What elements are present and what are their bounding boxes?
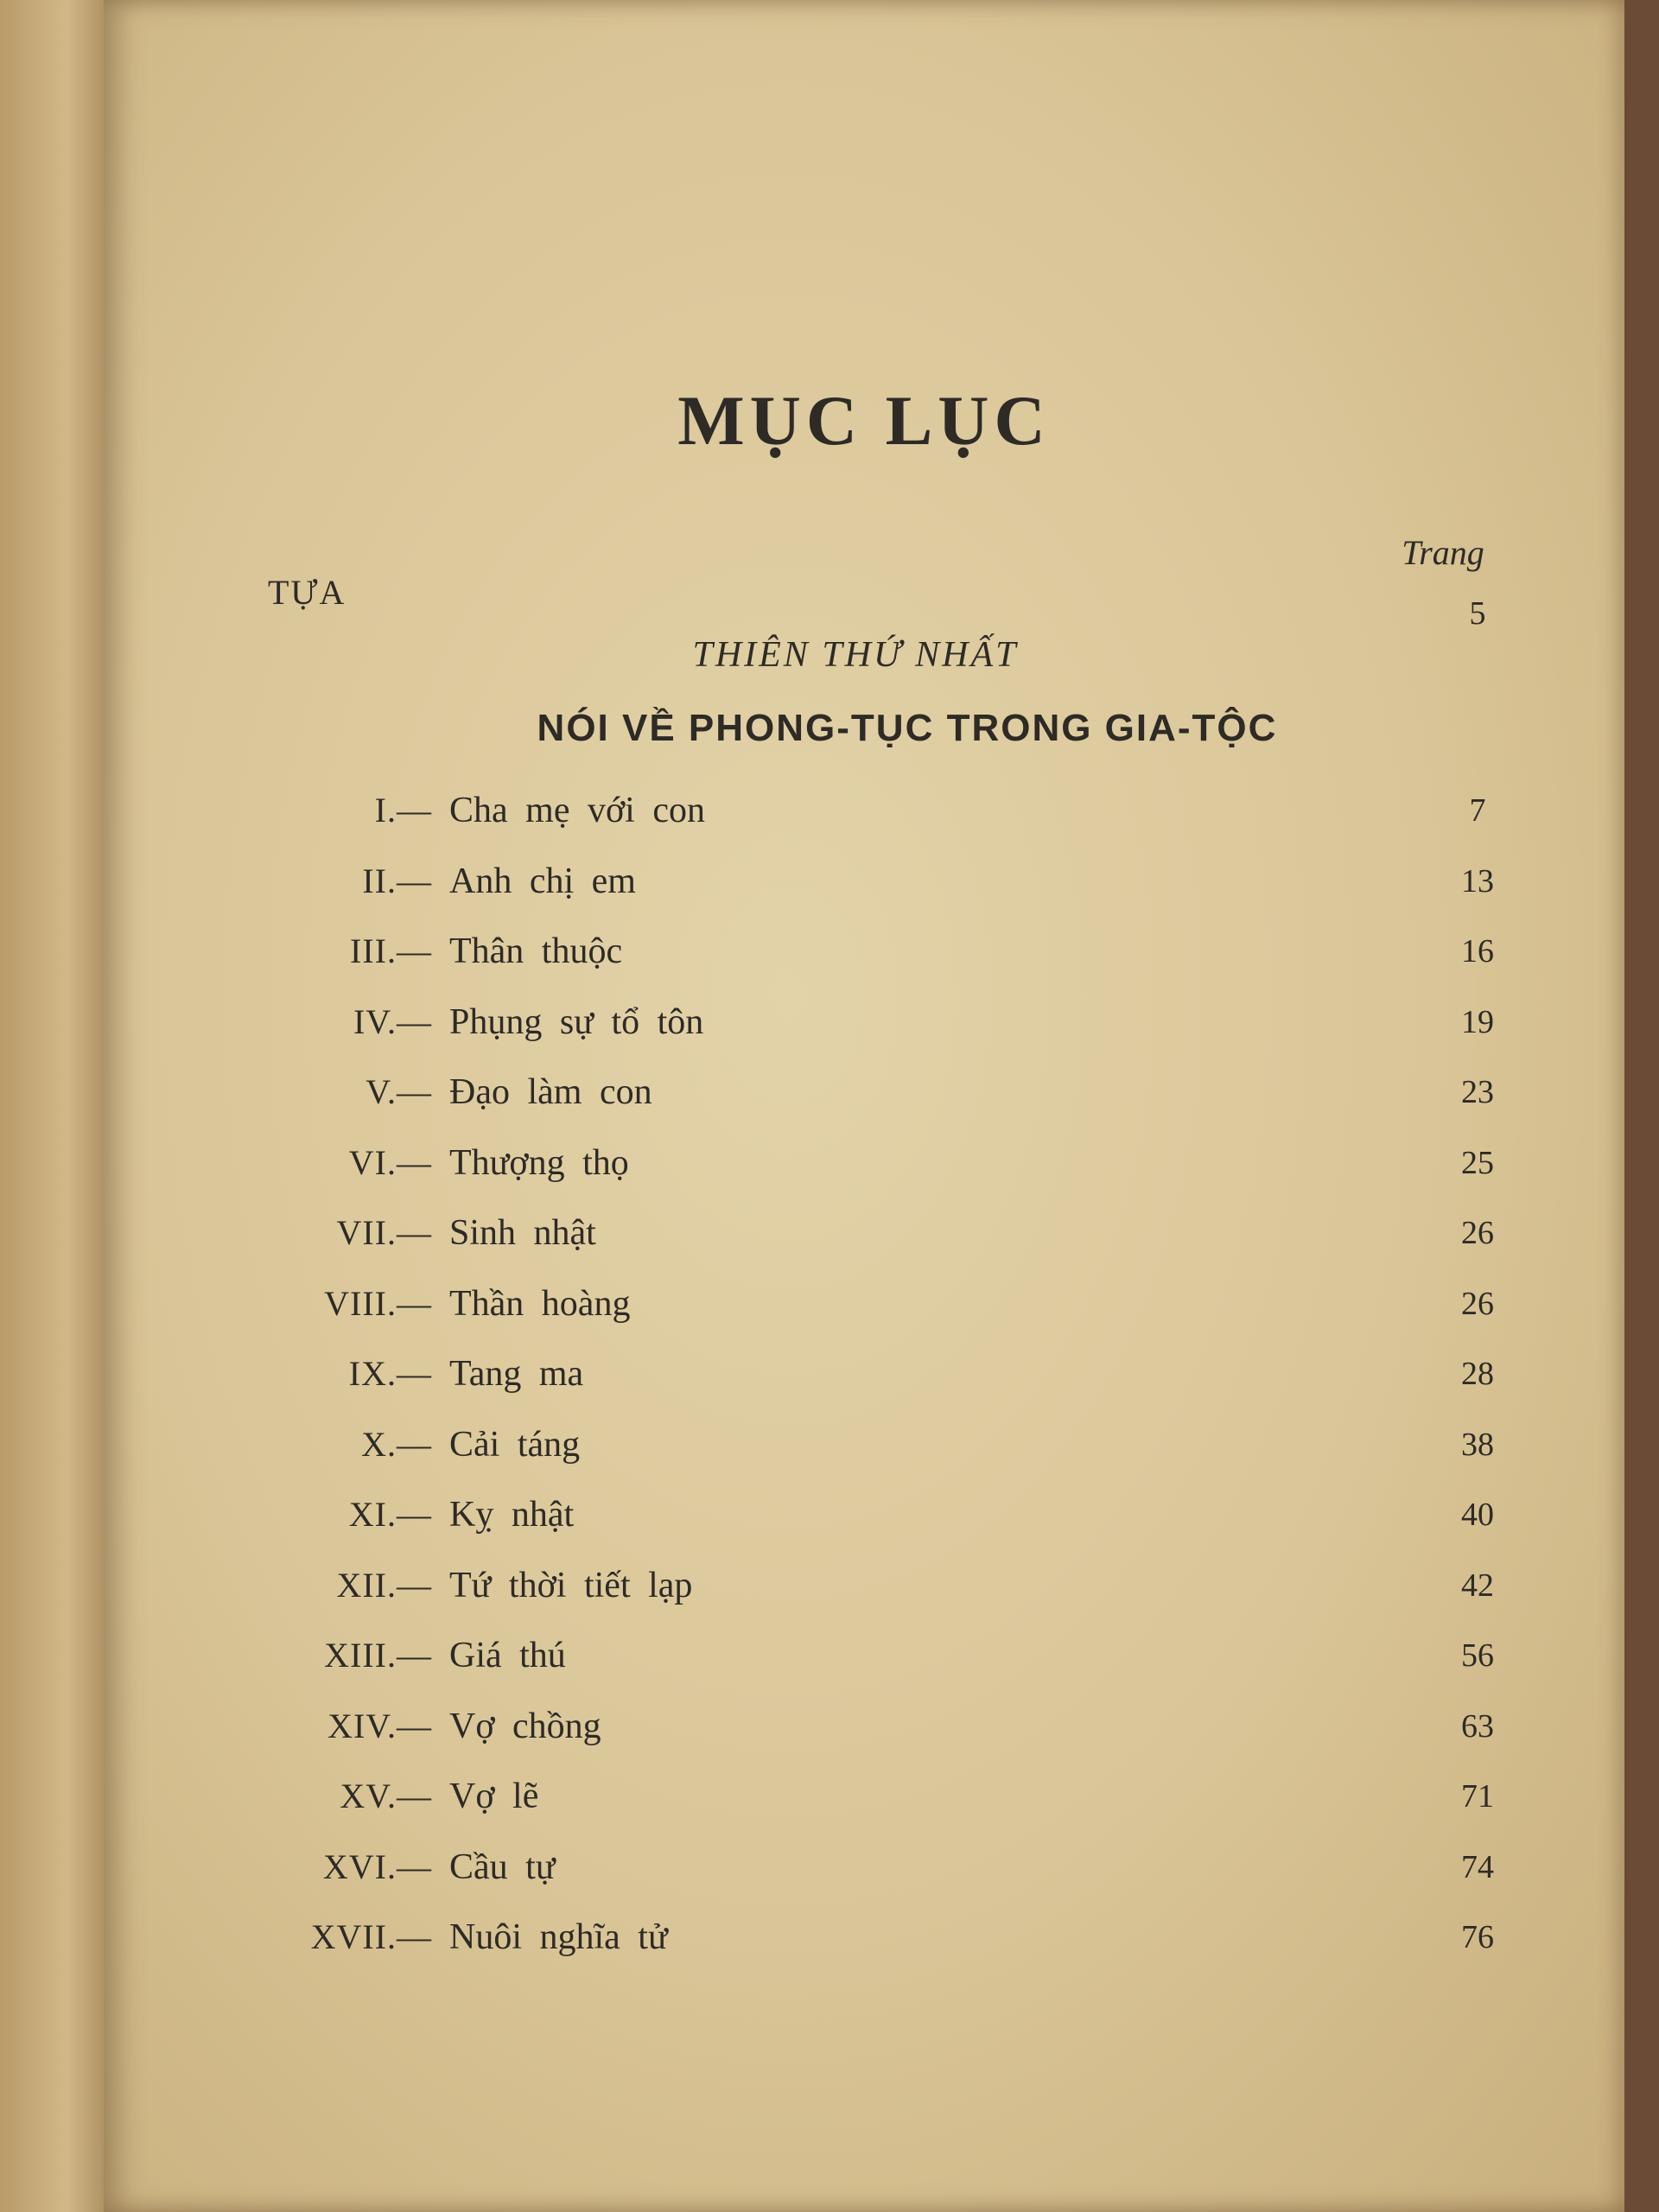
toc-entry-label: Kỵ nhật <box>449 1495 575 1535</box>
toc-entry-number: XII.— <box>336 1566 432 1605</box>
toc-entry-label: Anh chị em <box>449 861 636 901</box>
toc-entry-number: III.— <box>350 931 432 970</box>
toc-entry-number: XV.— <box>340 1777 432 1815</box>
toc-entry-page: 23 <box>1461 1074 1494 1110</box>
toc-entry-label: Cha mẹ với con <box>449 791 705 830</box>
toc-entry-page: 42 <box>1461 1567 1494 1604</box>
toc-entry-number: II.— <box>362 861 432 900</box>
toc-entry-page: 26 <box>1461 1215 1494 1251</box>
toc-entries <box>104 0 1624 2212</box>
toc-entry-number: XVI.— <box>322 1847 432 1886</box>
toc-entry-number: XIII.— <box>324 1636 432 1675</box>
toc-entry-page: 25 <box>1461 1145 1494 1181</box>
preface-label: TỰA <box>268 573 346 612</box>
toc-entry <box>104 1066 1624 1118</box>
toc-entry-page: 38 <box>1461 1427 1494 1463</box>
toc-entry <box>104 1348 1624 1400</box>
part-label: THIÊN THỨ NHẤT <box>692 635 1019 675</box>
toc-entry-label: Thần hoàng <box>449 1284 631 1324</box>
toc-entry-label: Vợ chồng <box>449 1707 601 1746</box>
toc-entry-label: Thượng thọ <box>449 1143 629 1183</box>
toc-entry-label: Vợ lẽ <box>449 1777 539 1816</box>
toc-entry <box>104 996 1624 1048</box>
toc-entry <box>104 1630 1624 1681</box>
toc-entry-label: Phụng sự tổ tôn <box>449 1002 704 1042</box>
toc-entry <box>104 1278 1624 1330</box>
page-column-header: Trang <box>1402 533 1484 572</box>
toc-entry-page: 16 <box>1461 933 1494 969</box>
toc-entry <box>104 855 1624 907</box>
toc-entry-number: VII.— <box>336 1213 432 1252</box>
toc-entry <box>104 1137 1624 1189</box>
toc-entry-page: 28 <box>1461 1356 1494 1392</box>
toc-entry-number: I.— <box>374 791 432 830</box>
toc-entry-page: 56 <box>1461 1637 1494 1674</box>
toc-entry-number: XVII.— <box>310 1917 432 1956</box>
toc-entry-page: 26 <box>1461 1286 1494 1322</box>
toc-entry-label: Tứ thời tiết lạp <box>449 1566 693 1605</box>
toc-entry-page: 7 <box>1469 792 1486 829</box>
toc-entry-number: IV.— <box>353 1002 432 1041</box>
toc-entry <box>104 1841 1624 1893</box>
toc-entry-label: Nuôi nghĩa tử <box>449 1917 668 1957</box>
toc-entry <box>104 785 1624 836</box>
toc-entry-page: 40 <box>1461 1497 1494 1533</box>
toc-entry-label: Thân thuộc <box>449 931 623 971</box>
toc-entry-page: 63 <box>1461 1708 1494 1745</box>
preface-page-number: 5 <box>1469 595 1486 632</box>
toc-entry-page: 76 <box>1461 1919 1494 1955</box>
toc-entry-number: IX.— <box>348 1354 432 1393</box>
toc-entry-label: Cải táng <box>449 1425 581 1465</box>
toc-entry-number: X.— <box>361 1425 432 1464</box>
toc-entry-number: XIV.— <box>327 1707 432 1745</box>
toc-entry-label: Giá thú <box>449 1636 566 1675</box>
toc-entry-label: Tang ma <box>449 1354 584 1394</box>
left-page-edge <box>0 0 121 2212</box>
toc-entry <box>104 1207 1624 1259</box>
toc-entry-page: 19 <box>1461 1004 1494 1040</box>
toc-entry <box>104 1560 1624 1611</box>
toc-entry <box>104 1911 1624 1963</box>
toc-entry <box>104 1770 1624 1822</box>
toc-entry-label: Cầu tự <box>449 1847 556 1887</box>
toc-entry-number: XI.— <box>348 1495 432 1534</box>
toc-entry-page: 13 <box>1461 863 1494 899</box>
book-page <box>104 0 1624 2212</box>
toc-entry-number: V.— <box>365 1072 432 1111</box>
toc-entry-number: VI.— <box>348 1143 432 1182</box>
page-title: MỤC LỤC <box>677 381 1051 460</box>
toc-entry <box>104 925 1624 977</box>
toc-entry-label: Sinh nhật <box>449 1213 596 1253</box>
part-title: NÓI VỀ PHONG-TỤC TRONG GIA-TỘC <box>537 707 1278 749</box>
toc-entry <box>104 1489 1624 1541</box>
toc-entry-number: VIII.— <box>324 1284 432 1323</box>
toc-entry-page: 71 <box>1461 1778 1494 1815</box>
toc-entry <box>104 1700 1624 1752</box>
toc-entry <box>104 1419 1624 1471</box>
toc-entry-label: Đạo làm con <box>449 1072 652 1112</box>
toc-entry-page: 74 <box>1461 1849 1494 1885</box>
